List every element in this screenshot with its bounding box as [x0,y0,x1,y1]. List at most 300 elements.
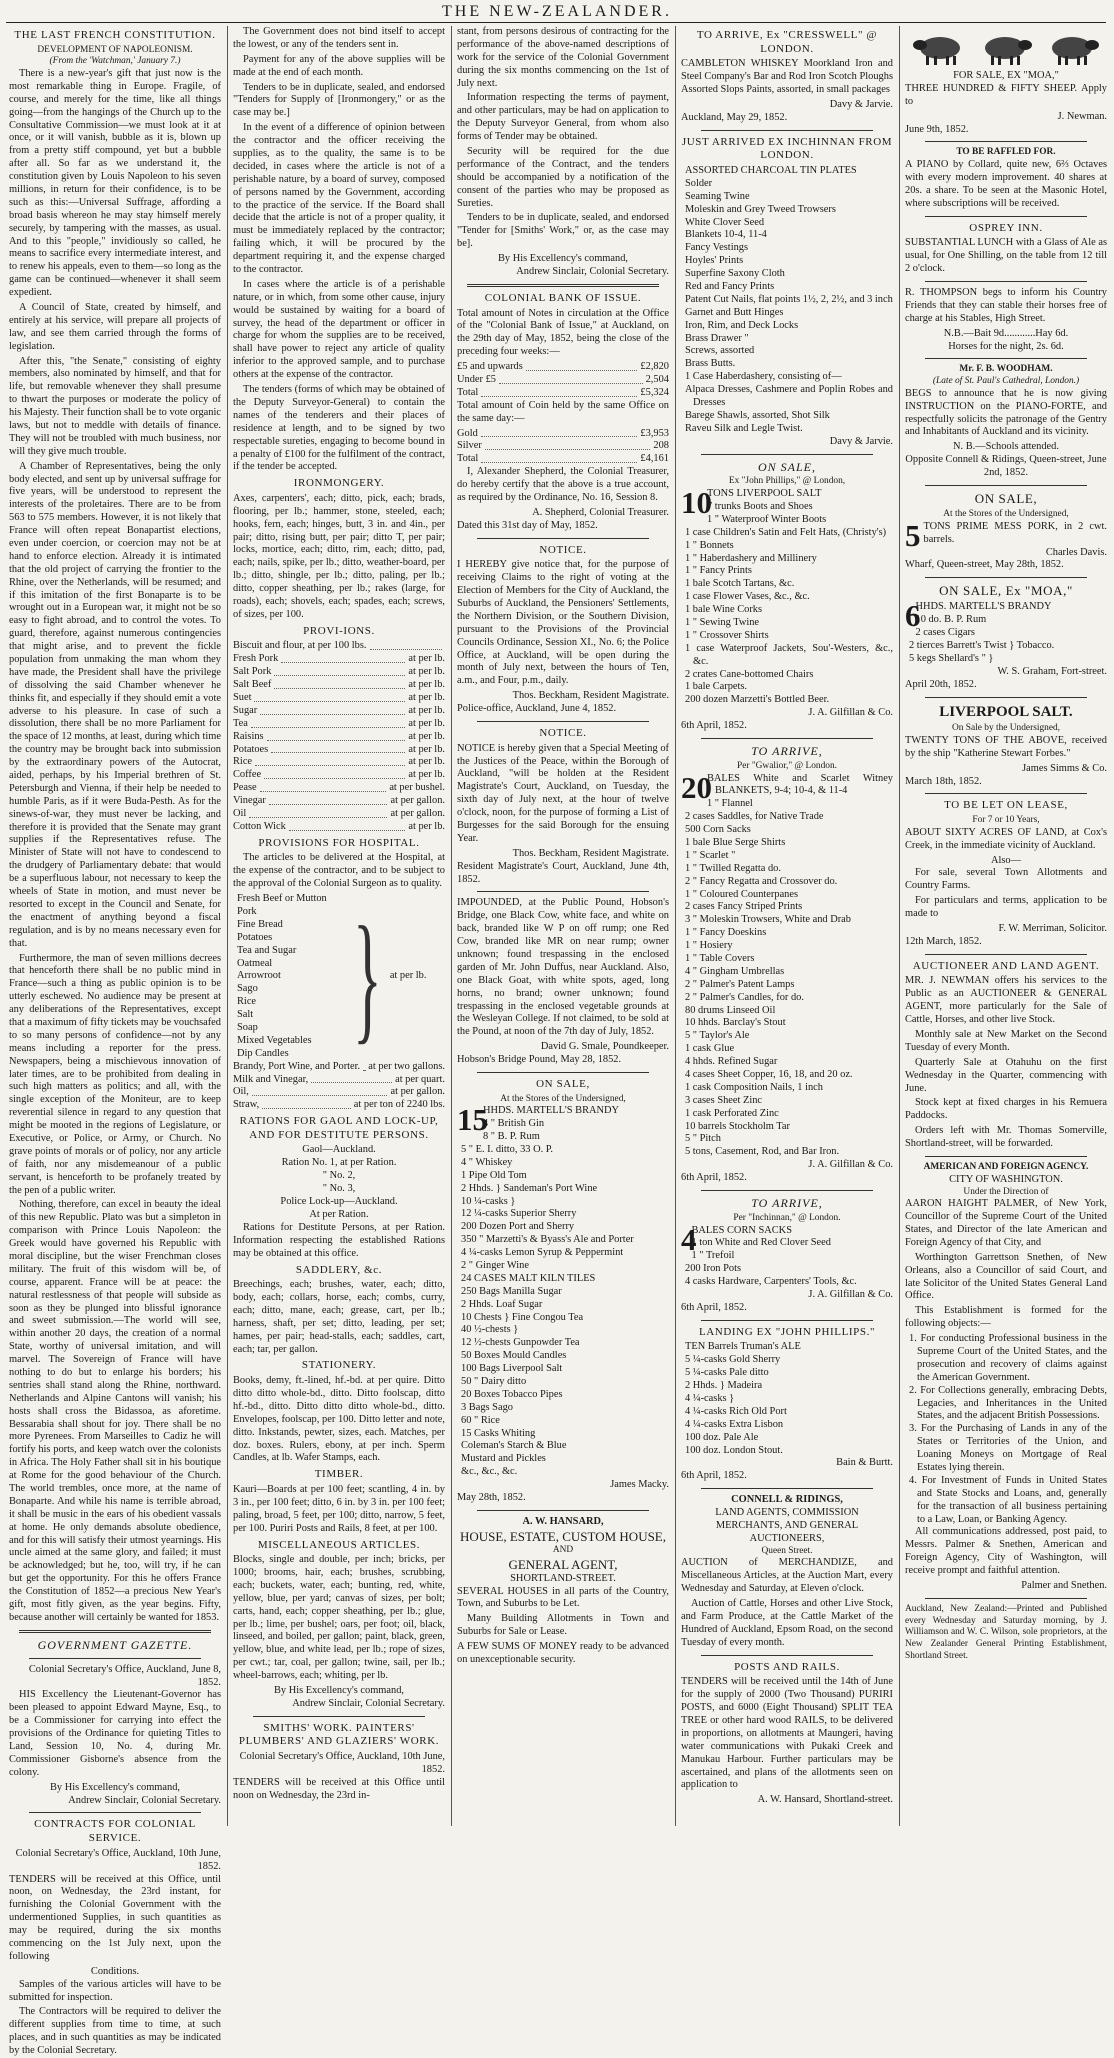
bank-row-value: £5,324 [640,386,669,398]
osprey-title: OSPREY INN. [969,221,1043,234]
bank-declaration: I, Alexander Shepherd, the Colonial Treasurer, do hereby certify that the above is a true account, as required by the Ordinance, No. 16, Session 8. [457,466,669,504]
provision-row-label: Fresh Pork [233,653,279,665]
arrived-item: ASSORTED CHARCOAL TIN PLATES [685,164,857,176]
provision-row-label: Salt Beef [233,679,272,691]
stationery-title: STATIONERY. [301,1359,377,1372]
sale2-date: April 20th, 1852. [905,678,977,690]
provision-row-value: at per lb. [408,692,445,703]
coin-table [457,428,669,467]
leader-dots [485,440,651,450]
ration-line: Ration No. 1, at per Ration. [281,1157,397,1169]
onsale-item: 12 ¼-casks Superior Sherry [461,1208,577,1220]
leader-dots [370,640,443,650]
terms-paragraph: Payment for any of the above supplies will be made at the end of each month. [233,53,445,78]
sale-item: 1 " Waterproof Winter Boots [707,513,827,525]
ironmongery-title: IRONMONGERY. [293,477,385,490]
arrive-date: Auckland, May 29, 1852. [681,111,788,123]
smiths-title: SMITHS' WORK. PAINTERS' PLUMBERS' AND GLAZIERS' WORK. [238,1721,440,1748]
onsale-item: 350 " Marzetti's & Byass's Ale and Porter [461,1234,634,1246]
leader-dots [262,1099,351,1109]
landing-date: 6th April, 1852. [681,1470,747,1482]
notice-place: Police-office, Auckland, June 4, 1852. [457,703,617,715]
divider [925,485,1087,486]
leader-dots [269,795,388,805]
lease-text: ABOUT SIXTY ACRES OF LAND, at Cox's Creek, in the immediate vicinity of Auckland. [905,826,1107,851]
arrived-item: Iron, Rim, and Deck Locks [685,319,799,331]
divider [29,1812,201,1813]
sale-title: ON SALE, [757,459,816,474]
rations-lines [233,1157,445,1221]
provision-row-label: Oil [233,808,247,820]
divider [925,954,1087,955]
rations-title: RATIONS FOR GAOL AND LOCK-UP, AND FOR DESTITUTE PERSONS. [239,1115,439,1141]
constitution-paragraph: Nothing, therefore, can excel in beauty the ideal of this new Republic. Plato was but a simpleton in comparison with Prince Louis Napoleon: the Greek would have governed his Republic with moral discipline, but the wiser Frenchman closes military. The fruit of this wisdom will be, of course, apparent. France will be at peace: the natural restlessness of that people will subside as soon as they be plunged into blissful ignorance and sweet submission.—The world will see, within another 20 days, the creation of a normal State, worthy of universal imitation, and will marvel. The Sovereign of France will have nothing to do but to enlarge his borders; his sentries shall stand along the Rhine, northward. Netherlands and Alpine Cantons will vanish; his hosts shall cross the Bidassoa, as aforetime. Bessarabia shall shout for joy. There shall be no more Pyrenees. From Marseilles to Cadiz he will fortify his ports, and keep watch over the colonists in Africa. The Holy Father shall sit in his boutique at Rome for the good behaviour of the Church. The world trembles, once more, at the name of Bonaparte. And while his name is terrible abroad, it shall be music in the ears of his obedient vassals at home. He only demands absolute obedience, and for this will satisfy their utmost yearnings. His uncle aimed at the same glory, and failed; it must be acknowledged; but he, too, will try, if he can but get the opportunity. For this he offers France the Constitution of 1852—a precious New Year's gift, most fitly given, as the year begins. Fifty, because another will certainly be wanted for 1853. [9,1199,221,1623]
sale-item: 1 case Children's Satin and Felt Hats, (Christy's) [685,526,887,538]
constitution-source: (From the 'Watchman,' January 7.) [49,56,181,67]
arrive3-number: 4 [681,1221,697,1257]
agency-item: 1. For conducting Professional business in the Supreme Court of the United States, and the prosecution and recovery of claims against the American Government. [909,1333,1107,1383]
misc-signature: Andrew Sinclair, Colonial Secretary. [292,1697,445,1709]
provision-row-value: at per gallon. [390,795,445,807]
provision-row-label: Biscuit and flour, at per 100 lbs. [233,640,367,652]
coin-row-value: £4,161 [640,453,669,465]
sale-subtitle: Ex "John Phillips," @ London, [728,476,846,487]
bank-date: Dated this 31st day of May, 1852. [457,519,598,531]
column-5 [900,26,1112,1826]
hospital-rate: at per lb. [389,970,427,982]
bank-row [457,374,669,387]
divider [701,1320,873,1321]
sale-item: 1 " Haberdashery and Millinery [685,552,817,564]
sale2-signature: W. S. Graham, Fort-street. [997,665,1107,677]
terms-paragraph: The tenders (forms of which may be obtained of the Deputy Surveyor-General) to contain the names of the tenderers and their places of residence at length, and to be signed by two respectable sureties, engaging to become bound in a penalty of £100 for the fulfilment of the contract, if the tender be accepted. [233,384,445,473]
arrive2-subtitle: Per "Gwalior," @ London. [736,760,837,771]
connell-street: Queen Street. [761,1545,813,1556]
hansard-name: A. W. HANSARD, [522,1515,604,1527]
hospital-items [233,893,445,1061]
arrive2-item: 4 " Gingham Umbrellas [685,965,785,977]
sale1-number: 5 [905,517,921,553]
divider [477,538,649,539]
leader-dots [251,718,405,728]
arrive2-item: 1 " Fancy Doeskins [685,927,767,939]
arrived-item: Brass Butts. [685,358,736,370]
onsale-item: 4 ¼-casks Lemon Syrup & Peppermint [461,1247,624,1259]
onsale-item: Coleman's Starch & Blue [461,1440,567,1452]
constitution-paragraph: There is a new-year's gift that just now is the most remarkable thing in Europe. Fragile, of course, and merely for the time, like all things going—from the hangings of the Church up to the Consultative Commission—we must look at it at once, or it will vanish, bubble as it is, blown up from a pretty stiff compound, yet but a bubble after all. So far as we understand it, the constitution given by Louis Napoleon to his seven millions, in return for their confidence, is to be such as this:—Universal Suffrage, affording a broad basis whereon he may stay himself merely securely, by tampering with the masses, as usual. And to this "people," invidiously so called, he means to sacrifice every intermediate interest, and to renew his appeals, even to them—so long as the game can be continued—whenever it shall seem expedient. [9,67,221,299]
arrived-item: Red and Fancy Prints [685,280,775,292]
sale-item: TONS LIVERPOOL SALT [707,488,822,500]
coin-row-label: Silver [457,440,482,452]
bank-table [457,361,669,400]
raffle-title: TO BE RAFFLED FOR. [956,147,1056,158]
arrive2-item: 1 " Flannel [707,798,753,810]
arrive2-item: 10 hhds. Barclay's Stout [685,1017,786,1029]
gazette-signature: Andrew Sinclair, Colonial Secretary. [68,1794,221,1806]
misc-title: MISCELLANEOUS ARTICLES. [257,1538,421,1551]
arrived-item: Fancy Vestings [685,242,749,254]
coin-row [457,440,669,453]
arrive2-item: 1 bale Blue Serge Shirts [685,836,786,848]
woodham-text: BEGS to announce that he is now giving INSTRUCTION on the PIANO-FORTE, and respectfully solicits the patronage of the Gentry and Inhabitants of Auckland and its vicinity. [905,387,1107,438]
saddlery-title: SADDLERY, &c. [295,1263,383,1276]
ration-line: At per Ration. [309,1208,369,1220]
leader-dots [260,705,405,715]
arrive2-item: 1 " Coloured Counterpanes [685,888,799,900]
leader-dots [311,1074,392,1084]
ironmongery-text: Axes, carpenters', each; ditto, pick, each; brads, flooring, per lb.; hammer, stone, steeled, each; hooks, fern, each; hinges, butt, 3 in. and 4in., per pair; ditto, rising butt, per pair; ditto T, per pair; locks, mortice, each; ditto, rim, each; ditto, pad, each; nails, spike, per lb.; ditto, weather-board, per lb.; ditto, shingle, per lb.; ditto, paling, per lb.; ditto, copper sheathing, per lb.; rakes (large, for roads), each; shovels, each; spades, each; screws, of sizes, per 100. [233,492,445,620]
bank-coin-text: Total amount of Coin held by the same Office on the same day:— [457,399,669,424]
provision-row-value: at per lb. [408,653,445,665]
provisions-list [233,640,445,833]
arrive2-items [681,769,893,1160]
leader-dots [289,821,406,831]
timber-text: Kauri—Boards at per 100 feet; scantling, 4 in. by 3 in., per 100 feet; ditto, 6 in. by 3 in. per 100 feet; paling, broad, 5 feet, per 100; ditto, narrow, 5 feet, per 100. Puriri Posts and Rails, 8 feet, at per 100. [233,1483,445,1534]
lease-date: 12th March, 1852. [905,935,982,947]
woodham-nb: N. B.—Schools attended. [953,441,1059,453]
leader-dots [267,731,406,741]
onsale-item: &c., &c., &c. [461,1466,518,1478]
arrive2-number: 20 [681,769,712,805]
arrived-item: Brass Drawer " [685,332,749,344]
agency-under: Under the Direction of [963,1186,1049,1197]
arrive2-item: 1 cask Glue [685,1043,735,1055]
contracts-office: Colonial Secretary's Office, Auckland, 10th June, 1852. [15,1847,221,1872]
hansard-text: A FEW SUMS OF MONEY ready to be advanced on unexceptionable security. [457,1641,669,1665]
leader-dots [260,782,387,792]
agency-text: Worthington Garrettson Snethen, of New Orleans, also a Councillor of said Court, and late Solicitor of the United States General Land Office. [905,1251,1107,1302]
hospital-extra-row [233,1074,445,1087]
notice-signature: Thos. Beckham, Resident Magistrate. [512,690,669,702]
arrive2-item: 1 cask Perforated Zinc [685,1107,779,1119]
arrive2-item: 5 " Pitch [685,1133,721,1145]
divider [19,1630,211,1633]
bank-row-label: Under £5 [457,374,496,385]
landing-title: LANDING EX "JOHN PHILLIPS." [698,1325,876,1338]
impound-place: Hobson's Bridge Pound, May 28, 1852. [457,1054,622,1066]
sale-item: 1 case Flower Vases, &c., &c. [685,591,810,603]
divider [701,738,873,739]
hansard-title: HOUSE, ESTATE, CUSTOM HOUSE, [459,1528,666,1544]
hospital-extra-row-label: Straw, [233,1099,260,1111]
misc-text: Blocks, single and double, per inch; bricks, per 1000; brooms, hair, each; brushes, scrubbing, each; buckets, water, each; bunting, red, white, yellow, blue, per yard; canvas of sizes, per bolt; carts, hand, each; copper sheathing, per lb.; glue, per lb.; lime, per bushel; oars, per foot; oil, black, linseed, and boiled, per gallon; paint, black, green, yellow, blue, and white lead, per lb.; rope of sizes, per cwt.; tar, coal, per gallon; twine, sail, per lb.; wheel-barrows, each; whiting, per lb. [233,1554,445,1682]
landing-item: 5 ¼-casks Pale ditto [685,1367,769,1379]
sale1-signature: Charles Davis. [1045,546,1107,558]
arrive3-title: TO ARRIVE, [751,1196,823,1211]
sale-item: 1 bale Scotch Tartans, &c. [685,578,795,590]
hospital-extra-row [233,1099,445,1112]
constitution-paragraph: After this, "the Senate," consisting of eighty members, also nominated by himself, and that for life, but removable whenever they shall presume to thwart the purposes or moderate the policy of his Majesty. Their function shall be to vote organic laws, but not to meddle with details of finance. They will not be troubled with much business, nor will they give much trouble. [9,355,221,457]
provision-row-label: Suet [233,692,252,703]
hospital-item: Potatoes [237,931,273,943]
connell-text: Auction of Cattle, Horses and other Live Stock, and Farm Produce, at the Cattle Market of the Hundred of Auckland, Epsom Road, on the second Tuesday of every month. [681,1598,893,1648]
column-1 [4,26,226,2057]
agency-text: This Establishment is formed for the following objects:— [905,1305,1107,1330]
arrive2-item: 1 " Table Covers [685,953,755,964]
arrive-title: TO ARRIVE, Ex "CRESSWELL" @ LONDON. [696,29,878,55]
provision-row [233,653,445,666]
hospital-item: Fresh Beef or Mutton [237,893,327,905]
conditions-heading: Conditions. [90,1965,140,1977]
sale2-title: ON SALE, Ex "MOA," [939,583,1073,599]
hospital-title: PROVISIONS FOR HOSPITAL. [258,836,420,849]
agency-text: All communications addressed, post paid, to Messrs. Palmer & Snethen, American and Foreign Agency, City of Washington, will receive prompt and faithful attention. [905,1526,1107,1577]
woodham-subtitle: (Late of St. Paul's Cathedral, London.) [932,376,1080,387]
lease-text: For sale, several Town Allotments and Country Farms. [905,867,1107,892]
arrived-item: White Clover Seed [685,216,765,228]
sale-item: 200 dozen Marzetti's Bottled Beer. [685,694,830,706]
column-4 [676,26,898,1826]
divider [477,1072,649,1073]
imprint: Auckland, New Zealand:—Printed and Published every Wednesday and Saturday morning, by J. Williamson and W. C. Wilson, sole proprietors, at the New Zealander General Printing Establishment, Shortland Street. [905,1603,1107,1661]
arrive2-signature: J. A. Gilfillan & Co. [808,1159,893,1171]
leader-dots [281,653,405,663]
provision-row-label: Tea [233,717,248,729]
arrive3-item: BALES CORN SACKS [691,1224,792,1236]
coin-row [457,453,669,466]
arrive2-item: 4 hhds. Refined Sugar [685,1056,778,1068]
leader-dots [249,808,387,818]
leader-dots [254,692,405,702]
hansard-agent: GENERAL AGENT, [508,1556,618,1572]
sale1-place: Wharf, Queen-street, May 28th, 1852. [905,559,1064,571]
top-rule [6,22,1106,23]
leader-dots [481,453,637,463]
notice-text: I HEREBY give notice that, for the purpose of receiving Claims to the right of voting at the Election of Members for the City of Auckland, the Suburbs of Auckland, the Pensioners' Settlements, the Northern Division, or the Southern Division, pursuant to the Provisions of the Provincial Councils Ordinance, Session XI., No. 6; the Police Office, at Auckland, will be open during the month of July next, between the hours of Ten, a.m., and Four, p.m., daily. [457,559,669,687]
arrive2-item: 1 " Twilled Regatta do. [685,862,781,874]
hospital-item: Oatmeal [237,957,273,969]
provision-row-value: at per lb. [408,743,445,755]
leader-dots [481,428,638,438]
hospital-item-list [233,893,353,1061]
divider [925,577,1087,578]
coin-row-value: 208 [653,440,669,452]
provision-row-label: Pease [233,782,257,794]
divider [925,358,1087,359]
onsale-item: 250 Bags Manilla Sugar [461,1285,562,1297]
arrive2-item: 10 barrels Stockholm Tar [685,1120,790,1132]
sheep-icon [1044,30,1102,66]
onsale-item: 10 Chests } Fine Congou Tea [461,1311,584,1323]
sale2-item: 2 tierces Barrett's Twist } Tobacco. [909,640,1055,652]
onsale-item: 100 Bags Liverpool Salt [461,1363,563,1375]
timber-title: TIMBER. [314,1468,364,1481]
arrived-item: Raveu Silk and Legle Twist. [685,422,803,434]
ration-line: " No. 3, [322,1183,356,1195]
provision-row [233,769,445,782]
arrive2-item: BALES White and Scarlet Witney BLANKETS, 9-4; 10-4, & 11-4 [707,772,893,797]
agency-item: 3. For the Purchasing of Lands in any of the States or Territories of the Union, and Loaning Moneys on Mortgage of Real Estates lying therein. [909,1423,1107,1473]
provision-row-value: at per lb. [408,704,445,716]
ration-line: Police Lock-up—Auckland. [280,1196,398,1208]
hansard-street: SHORTLAND-STREET. [510,1572,616,1584]
divider [701,1655,873,1656]
sale-item: 1 bale Wine Corks [685,604,763,616]
onsale-item: 1 Pipe Old Tom [461,1169,527,1181]
sale-item: 2 crates Cane-bottomed Chairs [685,668,814,680]
auctioneer-text: Monthly sale at New Market on the Second Tuesday of every Month. [905,1028,1107,1053]
onsale-item: 10 ¼-casks } [461,1195,516,1207]
smiths-paragraph: Tenders to be in duplicate, sealed, and endorsed "Tender for [Smiths' Work," or, as the case may be]. [457,212,669,250]
hospital-item: Pork [237,905,257,917]
hospital-extra-row-value: at per ton of 2240 lbs. [353,1099,445,1111]
provisions-title: PROVI-IONS. [303,624,375,637]
onsale-item: 50 Boxes Mould Candles [461,1350,567,1362]
landing-item: 100 doz. Pale Ale [685,1431,759,1443]
divider [701,454,873,455]
divider [477,891,649,892]
provision-row-value: at per bushel. [389,782,445,794]
arrived-item: Seaming Twine [685,190,750,202]
hospital-extra-row [233,1086,445,1099]
onsale-date: May 28th, 1852. [457,1492,526,1503]
arrived-item: Barege Shawls, assorted, Shot Silk [685,409,830,421]
leader-dots [481,387,637,397]
notice-text: NOTICE is hereby given that a Special Meeting of the Justices of the Peace, within the Borough of Auckland, "will be holden at the Resident Magistrate's Court, Auckland, on Tuesday, the sixth day of July next, at the hour of twelve o'clock, noon, for the purpose of forming a List of Burgesses for the said Borough for the ensuing Year. [457,742,669,844]
hospital-item: Dip Candles [237,1047,289,1059]
provision-row [233,666,445,679]
auctioneer-text: Stock kept at fixed charges in his Remuera Paddocks. [905,1097,1107,1122]
provision-row [233,718,445,731]
sale2-item: 2 cases Cigars [915,627,975,639]
sale-item: 1 " Bonnets [685,539,734,551]
lease-title: TO BE LET ON LEASE, [944,799,1068,812]
osprey-text: SUBSTANTIAL LUNCH with a Glass of Ale as usual, for One Shilling, on the table from 12 till 2 o'clock. [905,237,1107,275]
bank-row-label: Total [457,386,479,398]
provision-row-label: Coffee [233,769,262,781]
auctioneer-text: Quarterly Sale at Otahuhu on the first Wednesday in the Quarter, commencing with June. [905,1056,1107,1094]
provision-row-value: at per gallon. [390,808,445,820]
sale-items [681,485,893,707]
coin-row [457,428,669,441]
sale-number: 10 [681,485,712,521]
sheep-signature: J. Newman. [1057,110,1107,122]
arrived-item: 1 Case Haberdashery, consisting of— [685,371,842,383]
provision-row-label: Rice [233,756,253,768]
hospital-item: Rice [237,996,257,1008]
leader-dots [252,1086,388,1096]
arrive2-item: 2 " Fancy Regatta and Crossover do. [685,875,838,887]
arrived-item: Hoyles' Prints [685,255,744,267]
agency-city: CITY OF WASHINGTON. [949,1173,1063,1185]
hospital-extra [233,1061,445,1113]
divider [29,1658,201,1659]
provision-row-value: at per lb. [408,769,445,781]
bank-signature: A. Shepherd, Colonial Treasurer. [532,506,669,518]
gazette-title: GOVERNMENT GAZETTE. [37,1637,193,1652]
divider [477,1510,649,1511]
sale-date: 6th April, 1852. [681,720,747,732]
notice-place: Resident Magistrate's Court, Auckland, June 4th, 1852. [457,860,669,885]
agency-text: AARON HAIGHT PALMER, of New York, Councillor of the Supreme Court of the United States, and Director of the late American and Foreign Agency of that City, and [905,1198,1107,1248]
divider [925,1598,1087,1599]
raffle-text: A PIANO by Collard, quite new, 6⅔ Octaves with every modern improvement. 40 shares at 20s. a share. To be seen at the Masonic Hotel, where subscriptions will be received. [905,159,1107,209]
smiths-text: TENDERS will be received at this Office until noon on Wednesday, the 23rd in- [233,1776,445,1801]
posts-text: TENDERS will be received until the 14th of June for the supply of 2000 (Two Thousand) PURIRI POSTS, and 6000 (Eight Thousand) SPLIT TEA TREE or other hard wood RAILS, to be delivered in proportions, on allotments at Maungeri, having water communications with Pukaki Creek and Manukau Harbour. Further particulars may be ascertained, and plans of the allotments seen on application to [681,1676,893,1791]
onsale-subtitle: At the Stores of the Undersigned, [500,1093,626,1104]
thompson-nb: Horses for the night, 2s. 6d. [948,340,1064,352]
sheep-date: June 9th, 1852. [905,123,969,135]
provision-row-label: Cotton Wick [233,820,286,832]
ration-line: " No. 2, [322,1170,356,1182]
agency-item: 4. For Investment of Funds in United States and State Stocks and Loans, and, generally for the transaction of all business pertaining to a Law, Loan, or Banking Agency. [909,1474,1107,1525]
notice-title: NOTICE. [539,727,587,739]
divider [925,793,1087,794]
agency-item: 2. For Collections generally, embracing Debts, Legacies, and Inheritances in the United States, and the adjacent British Possessions. [909,1384,1107,1422]
sale1-subtitle: At the Stores of the Undersigned, [943,509,1069,520]
leader-dots [274,679,405,689]
hospital-item: Tea and Sugar [237,944,297,956]
arrive2-item: 2 cases Saddles, for Native Trade [685,811,824,823]
lease-signature: F. W. Merriman, Solicitor. [998,922,1107,934]
posts-signature: A. W. Hansard, Shortland-street. [757,1794,893,1806]
onsale-item: 3 Bags Sago [461,1401,513,1413]
constitution-subtitle: DEVELOPMENT OF NAPOLEONISM. [37,44,193,55]
divider [477,721,649,722]
divider [925,697,1087,698]
leader-dots [274,666,405,676]
hansard-text: Many Building Allotments in Town and Suburbs for Sale or Lease. [457,1613,669,1638]
contracts-text: TENDERS will be received at this Office, until noon, on Wednesday, the 23rd instant, for furnishing the Colonial Government with the undermentioned Supplies, in such quantities as may be required, during the six months commencing on the 1st July next, upon the following [9,1873,221,1962]
provision-row [233,808,445,821]
landing-signature: Bain & Burtt. [836,1457,893,1469]
arrived-item: Moleskin and Grey Tweed Trowsers [685,203,836,215]
constitution-paragraph: A Chamber of Representatives, being the only body elected, and sent up by universal suffrage for five years, will be understood to represent the interests of the proletaires. There are to be from 563 to 575 members. However, it is not likely that France will often repeat Bonapartist elections, even under coercion, or coercion may not be at hand to enforce election. Already it is intimated that the old project of carrying the frontier to the Rhine, over the Netherlands, will be resumed; and if this imitation of the first Bonaparte is to be wrought out in a European war, it might not be so easy to fight abroad, and to control the votes. To guard, therefore, against numerous contingencies that might arise, and to prevent the fickle population from unmaking the man whom they have made, the President shall have the privilege of dissolving the said Chamber whenever he thinks fit, and especially if they should emit a vote adverse to his pleasure. In case of such a dissolution, there shall be no more Parliament for the space of 12 months, at least, during which time the country may be brought back into submission by the extraordinary powers of the Autocrat, aided, perhaps, by his Imperial brethren of St. Petersburgh and Vienna, if their help be needed to humble Paris, as if it were Buda-Pesth. As for the sinews-of-war, they must never be lacking, and therefore it is provided that the Senate may grant supplies if the Representatives refuse. The Minister of State will not have to condescend to the drudgery of Parliamentary debate: that would be a superfluous labour, not necessary to keep the wheels of State in motion, and must never be resorted to except in the Council and Senate, for the enactment of anything beyond a fiscal regulation, and is by no means necessary even for that. [9,460,221,949]
arrived-item: Patent Cut Nails, flat points 1½, 2, 2½, and 3 inch [685,293,893,305]
arrive3-item: 1 " Trefoil [691,1250,735,1262]
hospital-item: Sago [237,983,258,995]
provision-row-value: at per lb. [408,820,445,832]
arrive2-item: 4 cases Sheet Copper, 16, 18, and 20 oz. [685,1069,853,1081]
arrived-item: Blankets 10-4, 11-4 [685,229,767,241]
arrive2-item: 1 cask Composition Nails, 1 inch [685,1081,823,1093]
auctioneer-text: MR. J. NEWMAN offers his services to the Public as an AUCTIONEER & GENERAL AGENT, more particularly for the Sale of Cattle, Horses, and other live Stock. [905,975,1107,1026]
leader-dots [271,744,405,754]
arrive3-item: 200 Iron Pots [685,1263,741,1275]
arrive2-item: 5 tons, Casement, Rod, and Bar Iron. [685,1146,840,1158]
smiths-paragraph: Information respecting the terms of payment, and other particulars, may be had on application to the Deputy Surveyor General, from whom also forms of Tender may be obtained. [457,92,669,143]
onsale-item: 2 " Ginger Wine [461,1259,529,1271]
sale-item: 1 " Fancy Prints [685,565,752,577]
sheep-icon [977,30,1035,66]
arrived-items [681,165,893,436]
hansard-and: AND [552,1544,574,1555]
sale-item: 1 " Crossover Shirts [685,629,769,641]
sale2-number: 6 [905,598,921,634]
arrived-signature: Davy & Jarvie. [829,435,893,447]
onsale-item: 4 " Whiskey [461,1156,513,1168]
sale-signature: J. A. Gilfillan & Co. [808,707,893,719]
rations-gaol: Gaol—Auckland. [302,1144,376,1156]
arrive-signature: Davy & Jarvie. [829,98,893,110]
hospital-extra-row-value: at per two gallons. [368,1060,445,1072]
leader-dots [499,374,643,384]
arrived-item: Alpaca Dresses, Cashmere and Poplin Robes and Dresses [685,384,893,408]
bank-row-value: £2,820 [640,361,669,373]
sheep-icon [910,30,968,66]
divider [253,1716,425,1717]
contracts-title: CONTRACTS FOR COLONIAL SERVICE. [34,1818,196,1845]
smiths-signature: Andrew Sinclair, Colonial Secretary. [516,266,669,278]
onsale-item: HHDS. MARTELL'S BRANDY [483,1105,620,1117]
agency-title: AMERICAN AND FOREIGN AGENCY. [923,1161,1089,1172]
thompson-text: R. THOMPSON begs to inform his Country Friends that they can stable their horses free of charge at his Stables, High Street. [905,286,1107,324]
conditions-text: Samples of the various articles will have to be submitted for inspection. [9,1978,221,2003]
coin-row-label: Gold [457,427,478,439]
masthead: THE NEW-ZEALANDER. [442,3,672,20]
lease-text: For particulars and terms, application to be made to [905,895,1107,920]
salt-title: LIVERPOOL SALT. [939,703,1073,720]
